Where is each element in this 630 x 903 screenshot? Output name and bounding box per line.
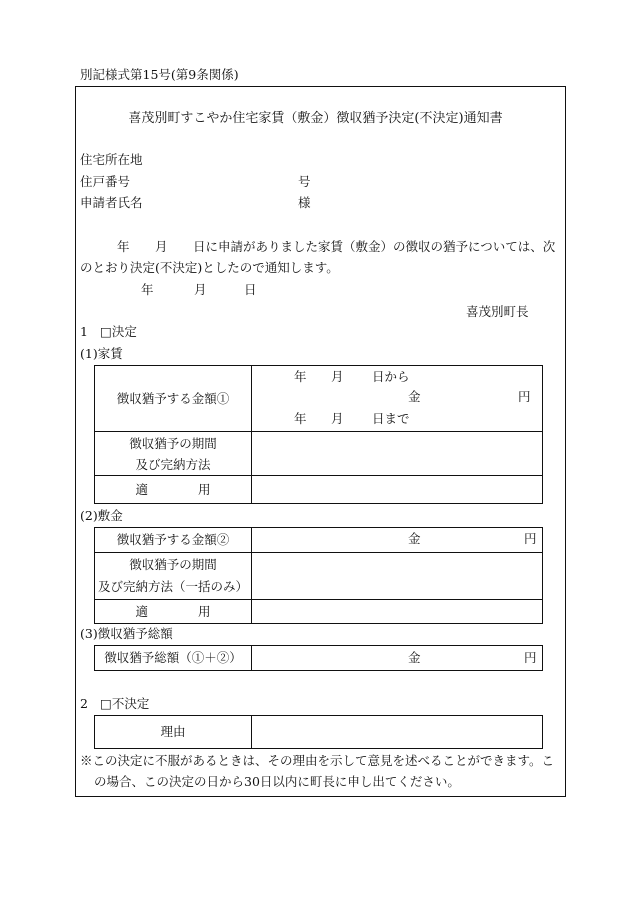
reason-table — [94, 715, 543, 749]
address-label: 住宅所在地 — [80, 152, 143, 167]
reason-value-cell — [252, 716, 542, 748]
application-year: 年 — [117, 239, 130, 254]
rent-period-row — [95, 431, 542, 475]
reason-row — [95, 716, 542, 748]
reason-label-cell — [95, 716, 252, 748]
honorific-suffix: 様 — [298, 195, 311, 210]
total-heading: (3)徴収猶予総額 — [80, 626, 173, 641]
rent-amount-label-cell — [95, 366, 252, 431]
section-1-heading — [100, 324, 137, 340]
issuer-name: 喜茂別町長 — [466, 304, 529, 319]
deposit-table — [94, 527, 543, 624]
rent-period-label-line-1: 徴収猶予の期間 — [129, 435, 217, 451]
form-number: 別記様式第15号(第9条関係) — [80, 67, 239, 82]
non-decision-label: 不決定 — [111, 696, 150, 711]
appeal-note-line-2: の場合、この決定の日から30日以内に町長に申し出てください。 — [94, 774, 460, 789]
total-table — [94, 645, 543, 671]
rent-heading: (1)家賃 — [80, 346, 123, 361]
section-1-number: 1 — [80, 324, 88, 339]
issue-month: 月 — [194, 282, 207, 297]
section-2-number: 2 — [80, 696, 88, 711]
unit-number-suffix: 号 — [298, 174, 311, 189]
total-amount-row — [95, 646, 542, 670]
rent-amount-label: 徴収猶予する金額① — [116, 390, 230, 406]
deposit-currency-unit: 円 — [524, 531, 537, 546]
total-amount-label: 徴収猶予総額（①＋②） — [104, 650, 242, 665]
application-month: 月 — [155, 239, 168, 254]
rent-to-year: 年 — [294, 411, 307, 426]
total-currency-prefix: 金 — [408, 650, 421, 665]
total-currency-unit: 円 — [524, 650, 537, 665]
rent-remarks-label: 適 用 — [135, 481, 211, 497]
deposit-amount-value-cell — [252, 528, 542, 552]
rent-period-value-cell — [252, 432, 542, 475]
applicant-name-label: 申請者氏名 — [80, 195, 143, 210]
rent-remarks-value-cell — [252, 476, 542, 503]
rent-remarks-row — [95, 475, 542, 503]
deposit-remarks-label: 適 用 — [135, 603, 211, 619]
deposit-heading: (2)敷金 — [80, 508, 123, 523]
rent-amount-value-cell — [252, 366, 542, 431]
issue-day: 日 — [244, 282, 257, 297]
deposit-remarks-value-cell — [252, 600, 542, 623]
deposit-period-label-line-1: 徴収猶予の期間 — [129, 557, 217, 572]
unit-number-label: 住戸番号 — [80, 174, 131, 189]
rent-currency-prefix: 金 — [408, 389, 421, 404]
deposit-remarks-label-cell — [95, 600, 252, 623]
rent-remarks-label-cell — [95, 476, 252, 503]
rent-to-month: 月 — [331, 411, 344, 426]
deposit-period-label-cell — [95, 553, 252, 599]
deposit-period-value-cell — [252, 553, 542, 599]
appeal-note-line-1: ※この決定に不服があるときは、その理由を示して意見を述べることができます。こ — [80, 753, 555, 768]
rent-currency-unit: 円 — [518, 389, 531, 404]
rent-table — [94, 365, 543, 504]
deposit-amount-row — [95, 528, 542, 552]
decision-label: 決定 — [111, 324, 137, 339]
rent-period-label-cell — [95, 432, 252, 475]
rent-to-day: 日まで — [372, 411, 410, 426]
document-title: 喜茂別町すこやか住宅家賃（敷金）徴収猶予決定(不決定)通知書 — [128, 111, 503, 126]
issue-year: 年 — [141, 282, 154, 297]
reason-label: 理由 — [160, 724, 186, 739]
total-amount-label-cell — [95, 646, 252, 670]
rent-amount-row — [95, 366, 542, 431]
notice-text-line-2: のとおり決定(不決定)としたので通知します。 — [80, 260, 339, 275]
decision-checkbox: □ — [100, 324, 112, 339]
total-amount-value-cell — [252, 646, 542, 670]
notice-text-line-1: 日に申請がありました家賃（敷金）の徴収の猶予については、次 — [193, 239, 556, 254]
deposit-currency-prefix: 金 — [408, 531, 421, 546]
rent-from-month: 月 — [331, 369, 344, 384]
deposit-period-label-line-2: 及び完納方法（一括のみ） — [97, 579, 248, 594]
section-2-heading — [100, 696, 149, 712]
rent-from-day: 日から — [372, 369, 410, 384]
rent-from-year: 年 — [294, 369, 307, 384]
deposit-period-row — [95, 552, 542, 599]
deposit-amount-label: 徴収猶予する金額② — [116, 532, 230, 547]
rent-period-label-line-2: 及び完納方法 — [135, 456, 211, 472]
non-decision-checkbox: □ — [100, 696, 112, 711]
deposit-remarks-row — [95, 599, 542, 623]
deposit-amount-label-cell — [95, 528, 252, 552]
